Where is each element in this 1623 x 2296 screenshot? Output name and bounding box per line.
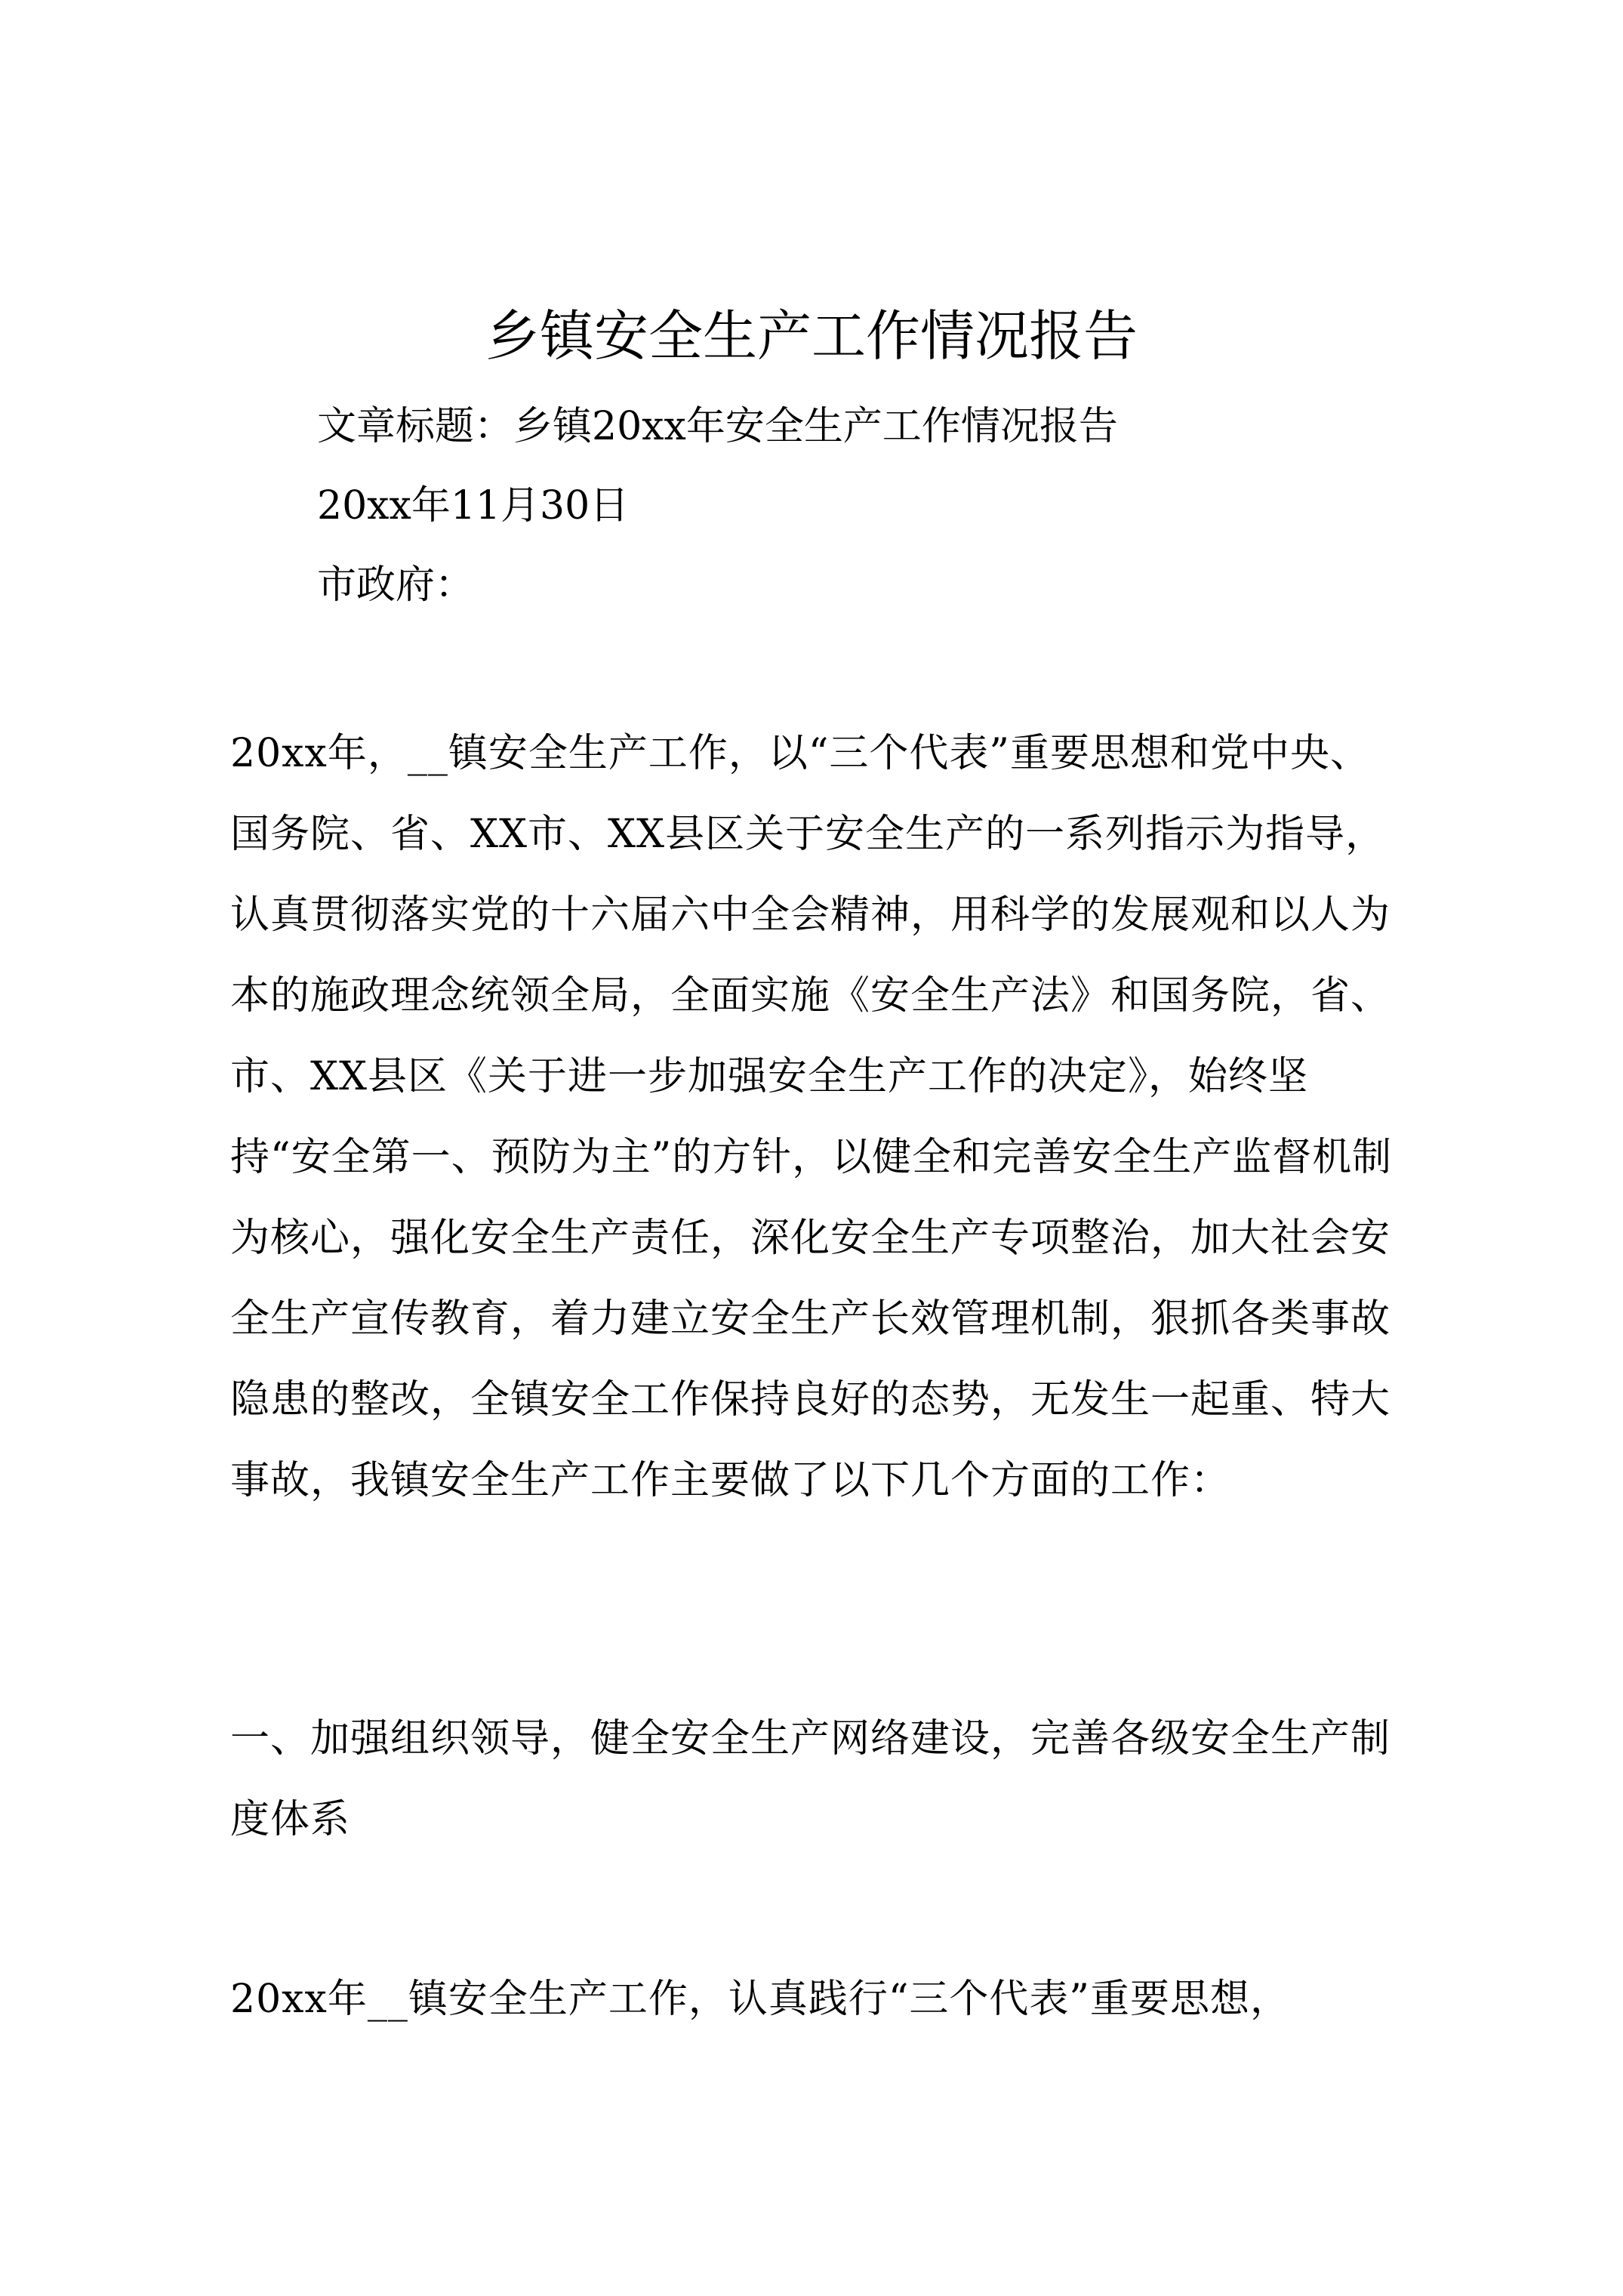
section-heading-1: 一、加强组织领导，健全安全生产网络建设，完善各级安全生产制度体系 — [230, 1716, 1391, 1842]
body-paragraph-section-1: 20xx年__镇安全生产工作，认真践行“三个代表”重要思想， — [230, 1977, 1290, 2022]
addressee-line: 市政府： — [317, 562, 475, 608]
body-paragraph-intro: 20xx年，__镇安全生产工作，以“三个代表”重要思想和党中央、国务院、省、XX市、XX县区关于安全生产的一系列指示为指导，认真贯彻落实党的十六届六中全会精神，用科学的发展观和以人为本的施政理念统领全局，全面实施《安全生产法》和国务院，省、市、XX县区《关于进一步加强安全生产工作的决定》，始终坚持“安全第一、预防为主”的方针，以健全和完善安全生产监督机制为核心，强化安全生产责任，深化安全生产专项整治，加大社会安全生产宣传教育，着力建立安全生产长效管理机制，狠抓各类事故隐患的整改，全镇安全工作保持良好的态势，无发生一起重、特大事故，我镇安全生产工作主要做了以下几个方面的工作： — [230, 731, 1393, 1503]
article-title-line: 文章标题：乡镇20xx年安全生产工作情况报告 — [317, 404, 1118, 449]
date-line: 20xx年11月30日 — [317, 483, 630, 529]
document-title: 乡镇安全生产工作情况报告 — [485, 304, 1138, 368]
